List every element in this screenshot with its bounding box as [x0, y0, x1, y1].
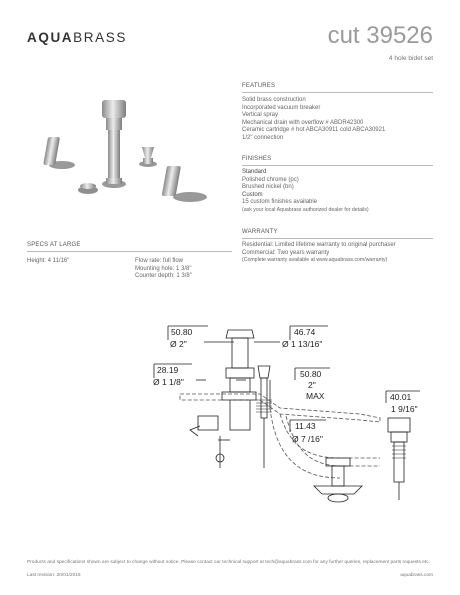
- finish-custom-label: Custom: [242, 191, 263, 198]
- dim-d4-mm: 50.80: [300, 369, 322, 379]
- dim-d1-mm: 50.80: [171, 327, 193, 337]
- dim-d6-in: Ø 7 /16": [292, 434, 323, 444]
- disclaimer: Products and specifications shown are subject to change without notice. Please contact our technical support at tech@aquabrass.com for any further queries, replacement parts requests etc.: [27, 560, 430, 565]
- dim-d1-in: Ø 2": [170, 339, 187, 349]
- finish-standard-label: Standard: [242, 169, 267, 175]
- divider: [242, 238, 433, 239]
- spec-counter: Counter depth: 1 3/8": [135, 273, 192, 280]
- finishes-heading: FINISHES: [242, 156, 272, 162]
- warranty-item: Commercial: Two years warranty: [242, 249, 330, 256]
- revision-date: Last revision: 20/01/2016: [27, 573, 81, 578]
- finish-item: Polished chrome (pc): [242, 176, 299, 183]
- warranty-item: (Complete warranty available at www.aquabrass.com/warranty): [242, 257, 388, 264]
- feature-item: Incorporated vacuum breaker: [242, 104, 321, 111]
- finish-item: (ask your local Aquabrass authorized dealer for details): [242, 206, 369, 213]
- finish-item: 15 custom finishes available: [242, 199, 318, 206]
- warranty-list: [242, 242, 396, 265]
- divider: [27, 251, 232, 252]
- feature-item: Vertical spray: [242, 112, 279, 119]
- dim-d2-in: Ø 1 13/16": [282, 339, 323, 349]
- website-link[interactable]: aquabrass.com: [400, 573, 433, 578]
- feature-item: Solid brass construction: [242, 97, 306, 103]
- warranty-item: Residential: Limited lifetime warranty to original purchaser: [242, 242, 396, 248]
- features-heading: FEATURES: [242, 83, 276, 89]
- technical-drawing: [140, 318, 440, 508]
- feature-item: Ceramic cartridge # hot ABCA30911 cold ABCA30921: [242, 127, 386, 134]
- warranty-heading: WARRANTY: [242, 229, 278, 235]
- dim-d2-mm: 46.74: [294, 327, 316, 337]
- dim-d5-mm: 40.01: [390, 392, 412, 402]
- finishes-list: [242, 169, 369, 215]
- brand-logo: AQUABRASS: [27, 30, 127, 45]
- divider: [242, 165, 433, 166]
- dim-d3-mm: 28.19: [157, 365, 179, 375]
- dim-d4-note: MAX: [306, 391, 325, 401]
- product-code: cut 39526: [327, 22, 433, 49]
- spec-height: Height: 4 11/16": [27, 258, 70, 264]
- dim-d5-in: 1 9/16": [391, 404, 418, 414]
- finish-item: Brushed nickel (bn): [242, 184, 294, 191]
- feature-item: 1/2" connection: [242, 134, 284, 141]
- spec-mounting: Mounting hole: 1 3/8": [135, 265, 192, 272]
- feature-item: Mechanical drain with overflow # ABDR42300: [242, 119, 364, 126]
- features-list: [242, 97, 385, 143]
- product-subtitle: 4 hole bidet set: [388, 55, 433, 62]
- specs-heading: SPECS AT LARGE: [27, 242, 81, 248]
- specs-list: [135, 258, 192, 281]
- dim-d3-in: Ø 1 1/8": [153, 377, 184, 387]
- divider: [242, 92, 433, 93]
- dim-d6-mm: 11.43: [295, 421, 316, 431]
- spec-flow: Flow rate: full flow: [135, 258, 184, 264]
- product-image: [40, 92, 240, 217]
- dim-d4-in: 2": [308, 380, 316, 390]
